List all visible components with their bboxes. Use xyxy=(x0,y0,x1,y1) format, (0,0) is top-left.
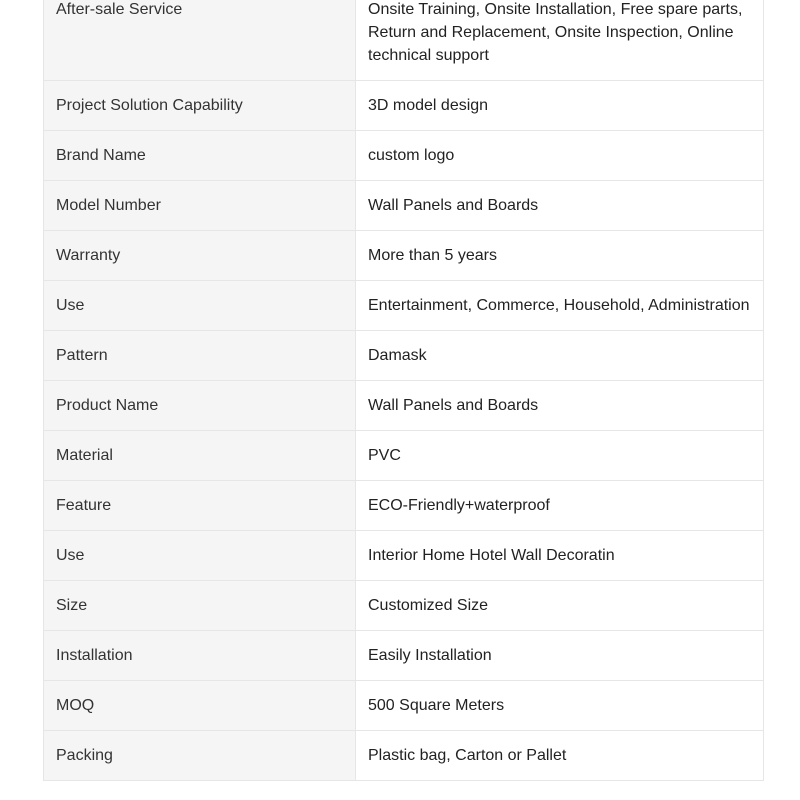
spec-value: Wall Panels and Boards xyxy=(356,181,764,231)
spec-label: Feature xyxy=(44,481,356,531)
spec-label: Project Solution Capability xyxy=(44,81,356,131)
spec-value: Plastic bag, Carton or Pallet xyxy=(356,731,764,781)
spec-label: Size xyxy=(44,581,356,631)
table-row xyxy=(44,131,764,181)
spec-label: Packing xyxy=(44,731,356,781)
spec-value: Interior Home Hotel Wall Decoratin xyxy=(356,531,764,581)
table-row xyxy=(44,181,764,231)
spec-label: Use xyxy=(44,531,356,581)
spec-value: Damask xyxy=(356,331,764,381)
table-row xyxy=(44,231,764,281)
table-row xyxy=(44,431,764,481)
spec-label: Use xyxy=(44,281,356,331)
spec-value: Customized Size xyxy=(356,581,764,631)
spec-value: 500 Square Meters xyxy=(356,681,764,731)
spec-value: 3D model design xyxy=(356,81,764,131)
spec-value: More than 5 years xyxy=(356,231,764,281)
spec-label: Brand Name xyxy=(44,131,356,181)
spec-value: ECO-Friendly+waterproof xyxy=(356,481,764,531)
spec-label: Warranty xyxy=(44,231,356,281)
spec-label: Model Number xyxy=(44,181,356,231)
product-specifications-table xyxy=(43,0,764,781)
table-row xyxy=(44,281,764,331)
table-row xyxy=(44,0,764,81)
spec-value: Easily Installation xyxy=(356,631,764,681)
spec-label: Installation xyxy=(44,631,356,681)
spec-label: MOQ xyxy=(44,681,356,731)
table-row xyxy=(44,331,764,381)
table-row xyxy=(44,581,764,631)
table-row xyxy=(44,381,764,431)
spec-label: Material xyxy=(44,431,356,481)
spec-label: Product Name xyxy=(44,381,356,431)
table-row xyxy=(44,481,764,531)
table-row xyxy=(44,731,764,781)
spec-value: Wall Panels and Boards xyxy=(356,381,764,431)
spec-value: custom logo xyxy=(356,131,764,181)
spec-value: Entertainment, Commerce, Household, Administration xyxy=(356,281,764,331)
table-row xyxy=(44,531,764,581)
spec-value: PVC xyxy=(356,431,764,481)
spec-label: After-sale Service xyxy=(44,0,356,81)
spec-label: Pattern xyxy=(44,331,356,381)
table-row xyxy=(44,81,764,131)
table-row xyxy=(44,681,764,731)
table-row xyxy=(44,631,764,681)
spec-value: Onsite Training, Onsite Installation, Free spare parts, Return and Replacement, Onsite Inspection, Online technical support xyxy=(356,0,764,81)
